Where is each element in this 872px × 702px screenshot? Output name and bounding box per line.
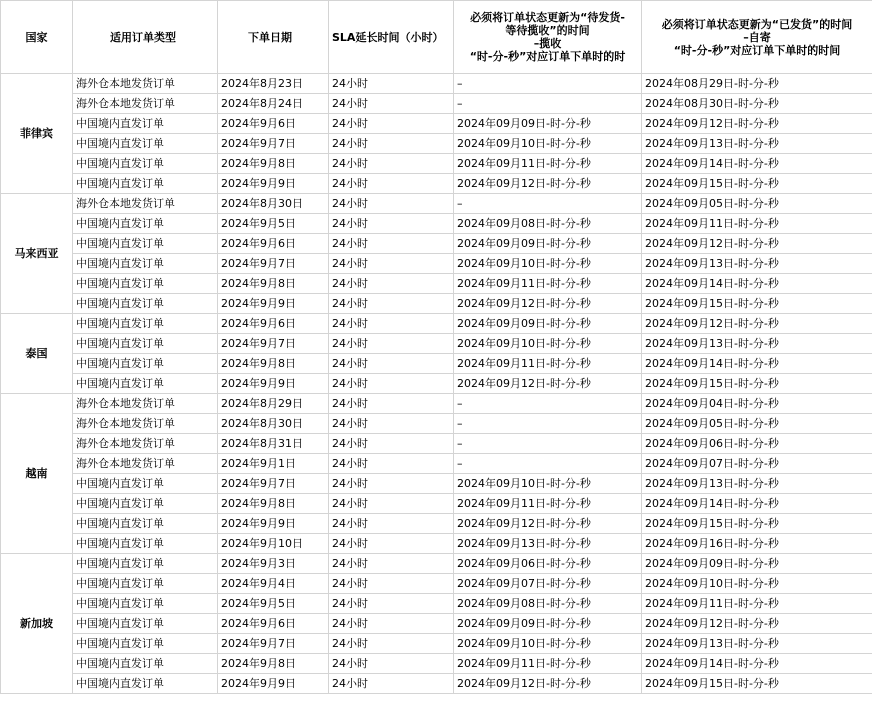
order-type-cell: 中国境内直发订单 <box>73 234 218 254</box>
order-type-cell: 中国境内直发订单 <box>73 294 218 314</box>
order-date-cell: 2024年9月8日 <box>218 154 329 174</box>
table-row <box>1 114 872 134</box>
ship-deadline-cell: 2024年09月09日-时-分-秒 <box>642 554 872 574</box>
ship-deadline-cell: 2024年09月13日-时-分-秒 <box>642 254 872 274</box>
ship-deadline-cell: 2024年09月07日-时-分-秒 <box>642 454 872 474</box>
ship-deadline-cell: 2024年09月14日-时-分-秒 <box>642 154 872 174</box>
sla-cell: 24小时 <box>329 514 454 534</box>
table-row <box>1 74 872 94</box>
sla-cell: 24小时 <box>329 174 454 194</box>
ship-deadline-cell: 2024年09月05日-时-分-秒 <box>642 194 872 214</box>
table-row <box>1 254 872 274</box>
order-type-cell: 中国境内直发订单 <box>73 514 218 534</box>
table-row <box>1 414 872 434</box>
order-date-cell: 2024年9月8日 <box>218 274 329 294</box>
table-row <box>1 654 872 674</box>
order-date-cell: 2024年9月9日 <box>218 674 329 694</box>
header-col6-line: “时-分-秒”对应订单下单时的时间 <box>673 43 841 57</box>
pickup-deadline-cell: 2024年09月09日-时-分-秒 <box>454 234 642 254</box>
pickup-deadline-cell: – <box>454 94 642 114</box>
ship-deadline-cell: 2024年08月29日-时-分-秒 <box>642 74 872 94</box>
sla-cell: 24小时 <box>329 294 454 314</box>
order-date-cell: 2024年9月7日 <box>218 474 329 494</box>
table-row <box>1 274 872 294</box>
table-row <box>1 534 872 554</box>
order-date-cell: 2024年9月5日 <box>218 214 329 234</box>
pickup-deadline-cell: 2024年09月10日-时-分-秒 <box>454 634 642 654</box>
ship-deadline-cell: 2024年09月15日-时-分-秒 <box>642 374 872 394</box>
pickup-deadline-cell: 2024年09月10日-时-分-秒 <box>454 134 642 154</box>
table-row <box>1 474 872 494</box>
table-row <box>1 574 872 594</box>
table-row <box>1 634 872 654</box>
sla-cell: 24小时 <box>329 574 454 594</box>
order-type-cell: 中国境内直发订单 <box>73 354 218 374</box>
order-date-cell: 2024年9月9日 <box>218 374 329 394</box>
order-type-cell: 中国境内直发订单 <box>73 614 218 634</box>
sla-cell: 24小时 <box>329 94 454 114</box>
sla-cell: 24小时 <box>329 454 454 474</box>
ship-deadline-cell: 2024年09月12日-时-分-秒 <box>642 614 872 634</box>
order-date-cell: 2024年8月24日 <box>218 94 329 114</box>
header-col5-line: “时-分-秒”对应订单下单时的时 <box>469 50 626 63</box>
table-row <box>1 194 872 214</box>
order-date-cell: 2024年9月6日 <box>218 234 329 254</box>
order-date-cell: 2024年8月31日 <box>218 434 329 454</box>
ship-deadline-cell: 2024年09月12日-时-分-秒 <box>642 314 872 334</box>
header-col5-line: –揽收 <box>533 37 562 50</box>
table-row <box>1 174 872 194</box>
header-row <box>1 1 872 74</box>
sla-cell: 24小时 <box>329 654 454 674</box>
order-date-cell: 2024年8月30日 <box>218 414 329 434</box>
ship-deadline-cell: 2024年09月04日-时-分-秒 <box>642 394 872 414</box>
order-type-cell: 中国境内直发订单 <box>73 174 218 194</box>
table-row <box>1 594 872 614</box>
header-country: 国家 <box>1 1 73 74</box>
pickup-deadline-cell: – <box>454 74 642 94</box>
sla-cell: 24小时 <box>329 534 454 554</box>
order-type-cell: 中国境内直发订单 <box>73 534 218 554</box>
header-col5-line: 必须将订单状态更新为“待发货- <box>470 11 625 24</box>
pickup-deadline-cell: 2024年09月11日-时-分-秒 <box>454 654 642 674</box>
order-type-cell: 中国境内直发订单 <box>73 154 218 174</box>
pickup-deadline-cell: – <box>454 434 642 454</box>
table-row <box>1 214 872 234</box>
country-cell: 菲律宾 <box>1 74 73 194</box>
order-date-cell: 2024年9月9日 <box>218 294 329 314</box>
sla-cell: 24小时 <box>329 114 454 134</box>
ship-deadline-cell: 2024年09月15日-时-分-秒 <box>642 514 872 534</box>
sla-cell: 24小时 <box>329 214 454 234</box>
order-type-cell: 中国境内直发订单 <box>73 374 218 394</box>
sla-cell: 24小时 <box>329 394 454 414</box>
ship-deadline-cell: 2024年09月13日-时-分-秒 <box>642 634 872 654</box>
sla-cell: 24小时 <box>329 274 454 294</box>
order-type-cell: 中国境内直发订单 <box>73 214 218 234</box>
table-row <box>1 514 872 534</box>
ship-deadline-cell: 2024年09月13日-时-分-秒 <box>642 134 872 154</box>
sla-cell: 24小时 <box>329 134 454 154</box>
order-type-cell: 中国境内直发订单 <box>73 494 218 514</box>
table-body <box>1 74 872 694</box>
table-row <box>1 494 872 514</box>
order-type-cell: 海外仓本地发货订单 <box>73 194 218 214</box>
country-cell: 新加坡 <box>1 554 73 694</box>
table-row <box>1 234 872 254</box>
pickup-deadline-cell: 2024年09月11日-时-分-秒 <box>454 494 642 514</box>
order-date-cell: 2024年9月6日 <box>218 314 329 334</box>
pickup-deadline-cell: 2024年09月09日-时-分-秒 <box>454 114 642 134</box>
order-date-cell: 2024年9月8日 <box>218 354 329 374</box>
order-type-cell: 中国境内直发订单 <box>73 674 218 694</box>
sla-cell: 24小时 <box>329 234 454 254</box>
table-row <box>1 434 872 454</box>
table-row <box>1 354 872 374</box>
order-date-cell: 2024年9月6日 <box>218 614 329 634</box>
pickup-deadline-cell: 2024年09月10日-时-分-秒 <box>454 254 642 274</box>
ship-deadline-cell: 2024年08月30日-时-分-秒 <box>642 94 872 114</box>
table-row <box>1 394 872 414</box>
pickup-deadline-cell: 2024年09月10日-时-分-秒 <box>454 334 642 354</box>
order-date-cell: 2024年8月23日 <box>218 74 329 94</box>
ship-deadline-cell: 2024年09月15日-时-分-秒 <box>642 674 872 694</box>
sla-cell: 24小时 <box>329 254 454 274</box>
order-type-cell: 海外仓本地发货订单 <box>73 414 218 434</box>
header-order-type: 适用订单类型 <box>73 1 218 74</box>
pickup-deadline-cell: – <box>454 394 642 414</box>
table-row <box>1 674 872 694</box>
order-type-cell: 中国境内直发订单 <box>73 654 218 674</box>
order-type-cell: 中国境内直发订单 <box>73 254 218 274</box>
header-shipped-time <box>642 1 872 74</box>
ship-deadline-cell: 2024年09月12日-时-分-秒 <box>642 114 872 134</box>
country-cell: 越南 <box>1 394 73 554</box>
sla-cell: 24小时 <box>329 74 454 94</box>
pickup-deadline-cell: – <box>454 454 642 474</box>
table-row <box>1 554 872 574</box>
table-row <box>1 374 872 394</box>
ship-deadline-cell: 2024年09月15日-时-分-秒 <box>642 174 872 194</box>
ship-deadline-cell: 2024年09月14日-时-分-秒 <box>642 274 872 294</box>
ship-deadline-cell: 2024年09月14日-时-分-秒 <box>642 654 872 674</box>
pickup-deadline-cell: 2024年09月12日-时-分-秒 <box>454 674 642 694</box>
order-type-cell: 中国境内直发订单 <box>73 594 218 614</box>
pickup-deadline-cell: 2024年09月08日-时-分-秒 <box>454 594 642 614</box>
pickup-deadline-cell: 2024年09月11日-时-分-秒 <box>454 154 642 174</box>
sla-cell: 24小时 <box>329 474 454 494</box>
order-date-cell: 2024年8月29日 <box>218 394 329 414</box>
table-row <box>1 454 872 474</box>
table-row <box>1 134 872 154</box>
pickup-deadline-cell: 2024年09月11日-时-分-秒 <box>454 274 642 294</box>
sla-cell: 24小时 <box>329 194 454 214</box>
sla-cell: 24小时 <box>329 334 454 354</box>
pickup-deadline-cell: 2024年09月06日-时-分-秒 <box>454 554 642 574</box>
ship-deadline-cell: 2024年09月11日-时-分-秒 <box>642 214 872 234</box>
pickup-deadline-cell: 2024年09月11日-时-分-秒 <box>454 354 642 374</box>
order-type-cell: 海外仓本地发货订单 <box>73 434 218 454</box>
order-type-cell: 海外仓本地发货订单 <box>73 94 218 114</box>
ship-deadline-cell: 2024年09月15日-时-分-秒 <box>642 294 872 314</box>
header-sla: SLA延长时间（小时） <box>329 1 454 74</box>
pickup-deadline-cell: 2024年09月12日-时-分-秒 <box>454 174 642 194</box>
sla-cell: 24小时 <box>329 674 454 694</box>
ship-deadline-cell: 2024年09月13日-时-分-秒 <box>642 474 872 494</box>
sla-cell: 24小时 <box>329 434 454 454</box>
pickup-deadline-cell: 2024年09月09日-时-分-秒 <box>454 614 642 634</box>
order-type-cell: 海外仓本地发货订单 <box>73 394 218 414</box>
table-row <box>1 334 872 354</box>
order-date-cell: 2024年9月7日 <box>218 134 329 154</box>
sla-cell: 24小时 <box>329 494 454 514</box>
order-type-cell: 海外仓本地发货订单 <box>73 74 218 94</box>
order-type-cell: 中国境内直发订单 <box>73 574 218 594</box>
order-date-cell: 2024年9月7日 <box>218 634 329 654</box>
pickup-deadline-cell: 2024年09月12日-时-分-秒 <box>454 294 642 314</box>
sla-cell: 24小时 <box>329 554 454 574</box>
order-date-cell: 2024年9月3日 <box>218 554 329 574</box>
order-type-cell: 海外仓本地发货订单 <box>73 454 218 474</box>
pickup-deadline-cell: 2024年09月10日-时-分-秒 <box>454 474 642 494</box>
order-date-cell: 2024年9月9日 <box>218 174 329 194</box>
header-order-date: 下单日期 <box>218 1 329 74</box>
ship-deadline-cell: 2024年09月14日-时-分-秒 <box>642 354 872 374</box>
sla-cell: 24小时 <box>329 154 454 174</box>
sla-cell: 24小时 <box>329 634 454 654</box>
order-date-cell: 2024年9月5日 <box>218 594 329 614</box>
pickup-deadline-cell: 2024年09月13日-时-分-秒 <box>454 534 642 554</box>
ship-deadline-cell: 2024年09月12日-时-分-秒 <box>642 234 872 254</box>
order-date-cell: 2024年9月9日 <box>218 514 329 534</box>
ship-deadline-cell: 2024年09月11日-时-分-秒 <box>642 594 872 614</box>
order-date-cell: 2024年9月4日 <box>218 574 329 594</box>
sla-cell: 24小时 <box>329 614 454 634</box>
sla-cell: 24小时 <box>329 374 454 394</box>
table-row <box>1 614 872 634</box>
order-date-cell: 2024年9月1日 <box>218 454 329 474</box>
order-date-cell: 2024年9月10日 <box>218 534 329 554</box>
sla-cell: 24小时 <box>329 354 454 374</box>
pickup-deadline-cell: 2024年09月12日-时-分-秒 <box>454 514 642 534</box>
order-type-cell: 中国境内直发订单 <box>73 554 218 574</box>
table-row <box>1 294 872 314</box>
order-date-cell: 2024年9月8日 <box>218 654 329 674</box>
pickup-deadline-cell: – <box>454 414 642 434</box>
ship-deadline-cell: 2024年09月05日-时-分-秒 <box>642 414 872 434</box>
order-type-cell: 中国境内直发订单 <box>73 134 218 154</box>
country-cell: 马来西亚 <box>1 194 73 314</box>
ship-deadline-cell: 2024年09月14日-时-分-秒 <box>642 494 872 514</box>
order-date-cell: 2024年9月8日 <box>218 494 329 514</box>
country-cell: 泰国 <box>1 314 73 394</box>
ship-deadline-cell: 2024年09月06日-时-分-秒 <box>642 434 872 454</box>
ship-deadline-cell: 2024年09月13日-时-分-秒 <box>642 334 872 354</box>
pickup-deadline-cell: 2024年09月12日-时-分-秒 <box>454 374 642 394</box>
order-type-cell: 中国境内直发订单 <box>73 114 218 134</box>
ship-deadline-cell: 2024年09月10日-时-分-秒 <box>642 574 872 594</box>
pickup-deadline-cell: – <box>454 194 642 214</box>
order-date-cell: 2024年8月30日 <box>218 194 329 214</box>
header-pending-pickup-time <box>454 1 642 74</box>
order-type-cell: 中国境内直发订单 <box>73 314 218 334</box>
sla-cell: 24小时 <box>329 414 454 434</box>
table-row <box>1 154 872 174</box>
order-type-cell: 中国境内直发订单 <box>73 634 218 654</box>
header-col6-line: –自寄 <box>743 30 771 44</box>
header-col6-line: 必须将订单状态更新为“已发货”的时间 <box>661 17 853 31</box>
sla-cell: 24小时 <box>329 314 454 334</box>
ship-deadline-cell: 2024年09月16日-时-分-秒 <box>642 534 872 554</box>
table-row <box>1 314 872 334</box>
sla-cell: 24小时 <box>329 594 454 614</box>
pickup-deadline-cell: 2024年09月07日-时-分-秒 <box>454 574 642 594</box>
order-date-cell: 2024年9月7日 <box>218 334 329 354</box>
order-date-cell: 2024年9月7日 <box>218 254 329 274</box>
order-type-cell: 中国境内直发订单 <box>73 334 218 354</box>
header-col5-line: 等待揽收”的时间 <box>505 24 590 37</box>
pickup-deadline-cell: 2024年09月08日-时-分-秒 <box>454 214 642 234</box>
order-type-cell: 中国境内直发订单 <box>73 474 218 494</box>
order-type-cell: 中国境内直发订单 <box>73 274 218 294</box>
table-row <box>1 94 872 114</box>
pickup-deadline-cell: 2024年09月09日-时-分-秒 <box>454 314 642 334</box>
order-date-cell: 2024年9月6日 <box>218 114 329 134</box>
